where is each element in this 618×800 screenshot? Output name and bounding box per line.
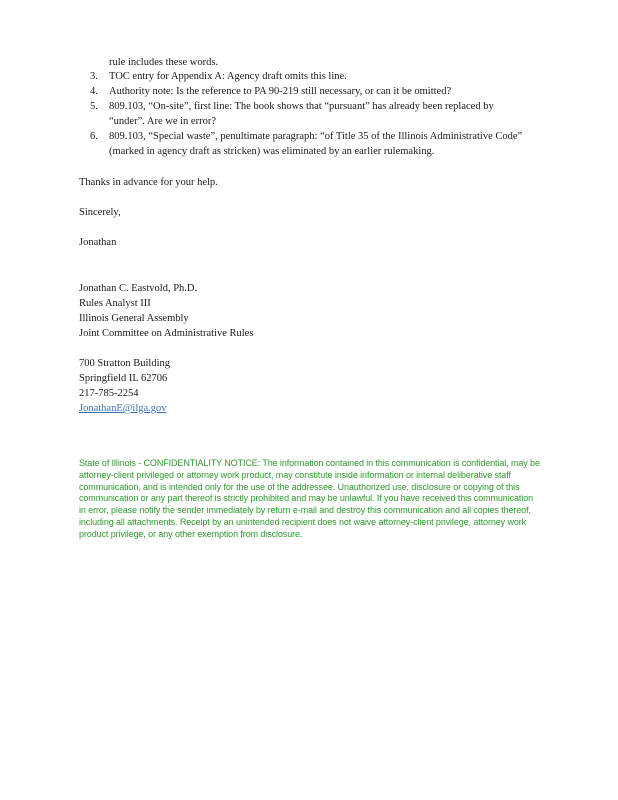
- signature-name: Jonathan C. Eastvold, Ph.D.: [79, 283, 198, 294]
- list-item-number: 4.: [90, 86, 98, 97]
- address-line-1: 700 Stratton Building: [79, 358, 171, 369]
- signature-organization: Illinois General Assembly: [79, 313, 189, 324]
- signature-title: Rules Analyst III: [79, 298, 151, 309]
- list-item-text: 809.103, “On-site”, first line: The book shows that “pursuant” has already been replaced by “under”. Are we in error?: [109, 101, 494, 127]
- phone-number: 217-785-2254: [79, 388, 139, 399]
- signature-committee: Joint Committee on Administrative Rules: [79, 328, 254, 339]
- thanks-line: Thanks in advance for your help.: [79, 177, 218, 188]
- list-item-number: 5.: [90, 101, 98, 112]
- email-link[interactable]: JonathanE@ilga.gov: [79, 403, 167, 414]
- list-item-text: TOC entry for Appendix A: Agency draft omits this line.: [109, 71, 347, 82]
- signature-block: [79, 281, 539, 341]
- address-line-2: Springfield IL 62706: [79, 373, 168, 384]
- list-item: [90, 84, 530, 99]
- list-item-text: Authority note: Is the reference to PA 90-219 still necessary, or can it be omitted?: [109, 86, 452, 97]
- confidentiality-notice: State of Illinois - CONFIDENTIALITY NOTICE: The information contained in this communication is confidential, may be attorney-client privileged or attorney work product, may constitute inside information or internal deliberative staff communication, and is intended only for the use of the addressee. Unauthorized use, disclosure or copying of this communication or any part thereof is strictly prohibited and may be unlawful. If you have received this communication in error, please notify the sender immediately by return e-mail and destroy this communication and all copies thereof, including all attachments. Receipt by an unintended recipient does not waive attorney-client privilege, attorney work product privilege, or any other exemption from disclosure.: [79, 458, 540, 539]
- list-item-number: 6.: [90, 131, 98, 142]
- sender-first-name: Jonathan: [79, 237, 117, 248]
- list-item-text: 809.103, “Special waste”, penultimate paragraph: “of Title 35 of the Illinois Administrative Code” (marked in agency draft as stricken) was eliminated by an earlier rulemaking.: [109, 131, 523, 157]
- contact-block: [79, 356, 539, 416]
- salutation: Sincerely,: [79, 207, 121, 218]
- list-item: [90, 129, 530, 159]
- issue-list: [90, 69, 530, 159]
- list-item-number: 3.: [90, 71, 98, 82]
- list-item: [90, 69, 530, 84]
- list-continuation: rule includes these words.: [109, 57, 219, 68]
- list-item: [90, 99, 530, 129]
